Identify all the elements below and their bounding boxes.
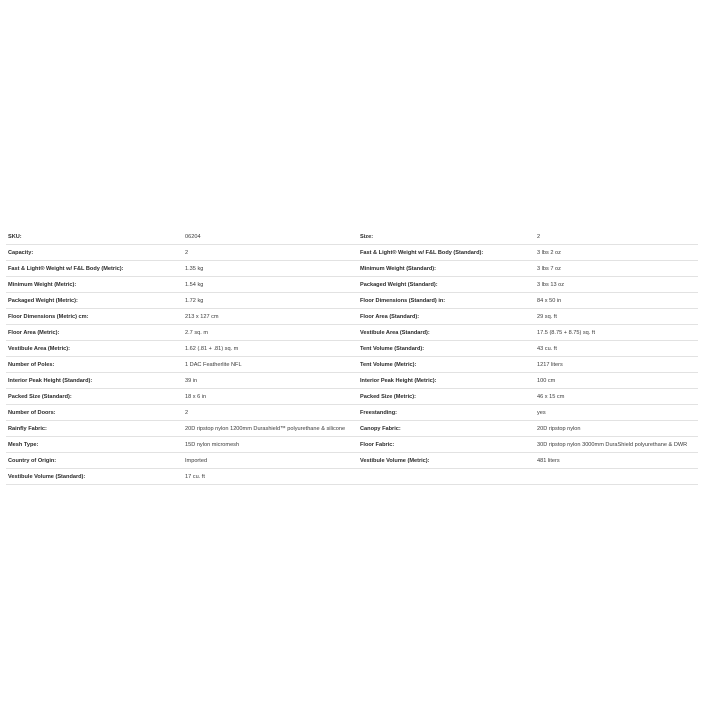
- spec-value: 2: [537, 234, 541, 240]
- spec-value-cell: [185, 261, 360, 276]
- spec-label: Vestibule Area (Standard):: [360, 330, 430, 336]
- spec-label-cell: [360, 373, 537, 388]
- spec-value: 1217 liters: [537, 362, 563, 368]
- spec-value-cell: [537, 245, 698, 260]
- spec-value-cell: [185, 389, 360, 404]
- spec-row: [6, 421, 698, 437]
- spec-label-cell: [360, 389, 537, 404]
- spec-label-cell: [360, 293, 537, 308]
- spec-label-cell: [6, 229, 185, 244]
- spec-value: 2: [185, 250, 189, 256]
- spec-value-cell: [185, 453, 360, 468]
- spec-value-cell: [537, 437, 698, 452]
- spec-value-cell: [537, 261, 698, 276]
- spec-value: 1 DAC Featherlite NFL: [185, 362, 242, 368]
- spec-row: [6, 373, 698, 389]
- spec-label: Freestanding:: [360, 410, 397, 416]
- spec-row: [6, 293, 698, 309]
- spec-label: Number of Poles:: [8, 362, 55, 368]
- spec-label: SKU:: [8, 234, 22, 240]
- spec-value: 20D ripstop nylon: [537, 426, 581, 432]
- spec-label: Size:: [360, 234, 374, 240]
- spec-value-cell: [185, 373, 360, 388]
- spec-value: 3 lbs 13 oz: [537, 282, 565, 288]
- spec-value: 29 sq. ft: [537, 314, 557, 320]
- spec-label-cell: [360, 437, 537, 452]
- spec-value: 1.35 kg: [185, 266, 204, 272]
- spec-row: [6, 309, 698, 325]
- spec-label: Minimum Weight (Standard):: [360, 266, 437, 272]
- spec-label-cell: [6, 437, 185, 452]
- spec-value: 46 x 15 cm: [537, 394, 565, 400]
- spec-value-cell: [537, 325, 698, 340]
- spec-label: Minimum Weight (Metric):: [8, 282, 77, 288]
- spec-value: 18 x 6 in: [185, 394, 207, 400]
- spec-value: 15D nylon micromesh: [185, 442, 240, 448]
- spec-value: 1.54 kg: [185, 282, 204, 288]
- spec-label: Number of Doors:: [8, 410, 56, 416]
- spec-value-cell: [537, 357, 698, 372]
- spec-label-cell: [6, 373, 185, 388]
- spec-label-cell: [6, 309, 185, 324]
- spec-label-cell: [360, 261, 537, 276]
- spec-label: Vestibule Area (Metric):: [8, 346, 70, 352]
- spec-label: Capacity:: [8, 250, 34, 256]
- spec-row: [6, 341, 698, 357]
- spec-value-cell: [185, 357, 360, 372]
- spec-value: 1.72 kg: [185, 298, 204, 304]
- spec-value-cell: [185, 245, 360, 260]
- spec-label: Rainfly Fabric:: [8, 426, 47, 432]
- spec-value-cell: [537, 293, 698, 308]
- spec-label-cell: [6, 293, 185, 308]
- spec-value-cell: [537, 229, 698, 244]
- spec-label: Packed Size (Metric):: [360, 394, 416, 400]
- spec-value: yes: [537, 410, 546, 416]
- spec-value-cell: [185, 229, 360, 244]
- spec-label-cell: [360, 325, 537, 340]
- spec-value-cell: [537, 405, 698, 420]
- spec-value-cell: [537, 309, 698, 324]
- spec-label: Tent Volume (Metric):: [360, 362, 417, 368]
- spec-row: [6, 357, 698, 373]
- spec-label-cell: [360, 357, 537, 372]
- spec-value: 06204: [185, 234, 201, 240]
- spec-value: 17.5 (8.75 + 8.75) sq. ft: [537, 330, 595, 336]
- spec-value: 213 x 127 cm: [185, 314, 219, 320]
- spec-label-cell: [360, 469, 537, 484]
- spec-label-cell: [6, 261, 185, 276]
- spec-value: 43 cu. ft: [537, 346, 557, 352]
- spec-label-cell: [6, 453, 185, 468]
- spec-value: 17 cu. ft: [185, 474, 205, 480]
- spec-label-cell: [360, 405, 537, 420]
- spec-row: [6, 389, 698, 405]
- spec-label-cell: [6, 245, 185, 260]
- spec-label-cell: [6, 341, 185, 356]
- spec-row: [6, 229, 698, 245]
- spec-value: 84 x 50 in: [537, 298, 562, 304]
- spec-value: 3 lbs 7 oz: [537, 266, 561, 272]
- spec-label-cell: [6, 357, 185, 372]
- spec-value-cell: [185, 325, 360, 340]
- spec-label: Packed Size (Standard):: [8, 394, 72, 400]
- spec-label-cell: [6, 421, 185, 436]
- spec-row: [6, 325, 698, 341]
- spec-label: Floor Dimensions (Metric) cm:: [8, 314, 89, 320]
- spec-row: [6, 261, 698, 277]
- spec-label: Fast & Light® Weight w/ F&L Body (Metric):: [8, 266, 124, 272]
- spec-row: [6, 437, 698, 453]
- spec-label-cell: [360, 421, 537, 436]
- spec-value-cell: [537, 469, 698, 484]
- spec-label: Mesh Type:: [8, 442, 39, 448]
- spec-value-cell: [185, 309, 360, 324]
- spec-label: Vestibule Volume (Metric):: [360, 458, 430, 464]
- spec-value-cell: [185, 421, 360, 436]
- spec-value-cell: [537, 421, 698, 436]
- spec-value-cell: [185, 293, 360, 308]
- spec-label-cell: [360, 229, 537, 244]
- spec-value-cell: [537, 389, 698, 404]
- spec-label: Canopy Fabric:: [360, 426, 401, 432]
- spec-label-cell: [6, 405, 185, 420]
- spec-label: Floor Fabric:: [360, 442, 395, 448]
- spec-value: Imported: [185, 458, 208, 464]
- spec-value: 30D ripstop nylon 3000mm DuraShield polyurethane & DWR: [537, 442, 688, 448]
- spec-value: 1.62 (.81 + .81) sq. m: [185, 346, 239, 352]
- spec-value-cell: [185, 341, 360, 356]
- spec-label-cell: [6, 469, 185, 484]
- spec-value-cell: [185, 469, 360, 484]
- spec-label: Floor Area (Standard):: [360, 314, 420, 320]
- spec-value: 100 cm: [537, 378, 556, 384]
- spec-label: Interior Peak Height (Metric):: [360, 378, 437, 384]
- spec-label: Country of Origin:: [8, 458, 57, 464]
- spec-label-cell: [360, 341, 537, 356]
- spec-label: Interior Peak Height (Standard):: [8, 378, 93, 384]
- spec-value: 39 in: [185, 378, 198, 384]
- spec-label: Packaged Weight (Standard):: [360, 282, 438, 288]
- spec-row: [6, 453, 698, 469]
- spec-label-cell: [360, 277, 537, 292]
- spec-label-cell: [360, 453, 537, 468]
- spec-value: 2: [185, 410, 189, 416]
- spec-value: 20D ripstop nylon 1200mm Durashield™ polyurethane & silicone: [185, 426, 346, 432]
- spec-row: [6, 469, 698, 485]
- spec-label: Floor Dimensions (Standard) in:: [360, 298, 446, 304]
- spec-label-cell: [6, 277, 185, 292]
- spec-label: Packaged Weight (Metric):: [8, 298, 78, 304]
- spec-value: 2.7 sq. m: [185, 330, 209, 336]
- spec-row: [6, 277, 698, 293]
- spec-value: 481 liters: [537, 458, 560, 464]
- spec-label-cell: [6, 325, 185, 340]
- spec-value-cell: [185, 277, 360, 292]
- spec-label-cell: [360, 245, 537, 260]
- spec-label: Tent Volume (Standard):: [360, 346, 425, 352]
- spec-value-cell: [537, 341, 698, 356]
- spec-value: 3 lbs 2 oz: [537, 250, 561, 256]
- spec-value-cell: [185, 437, 360, 452]
- spec-value-cell: [537, 373, 698, 388]
- spec-row: [6, 405, 698, 421]
- spec-label-cell: [360, 309, 537, 324]
- spec-value-cell: [185, 405, 360, 420]
- spec-value-cell: [537, 277, 698, 292]
- spec-label: Floor Area (Metric):: [8, 330, 60, 336]
- spec-row: [6, 245, 698, 261]
- spec-label-cell: [6, 389, 185, 404]
- spec-value-cell: [537, 453, 698, 468]
- spec-table: [6, 229, 698, 485]
- spec-label: Fast & Light® Weight w/ F&L Body (Standard):: [360, 250, 484, 256]
- spec-label: Vestibule Volume (Standard):: [8, 474, 86, 480]
